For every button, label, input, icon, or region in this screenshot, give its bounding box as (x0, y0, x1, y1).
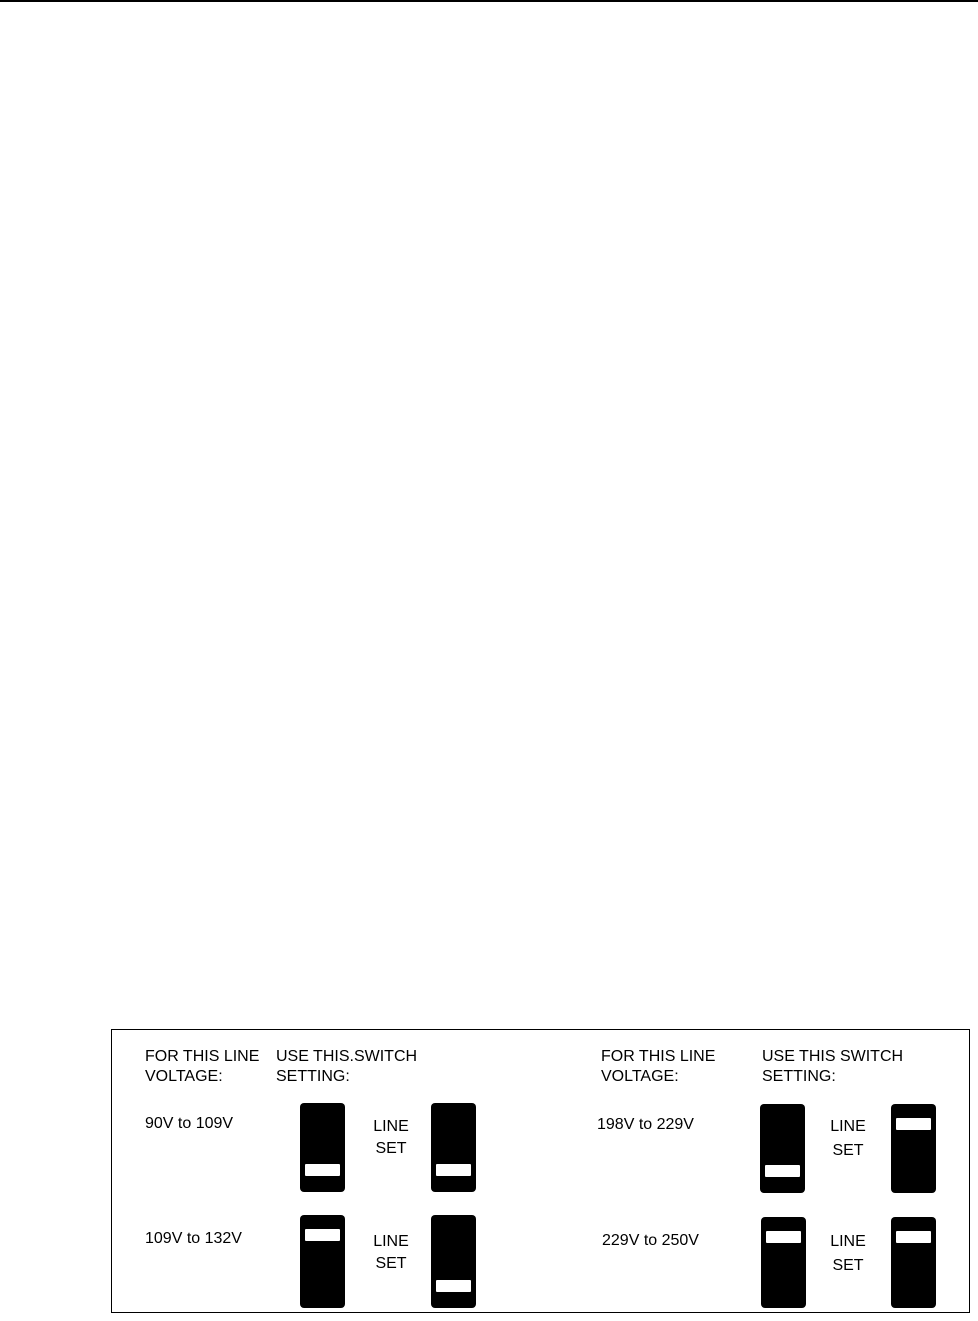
line-switch (761, 1217, 806, 1308)
right-header-setting-line2: SETTING: (762, 1068, 836, 1085)
set-label: SET (375, 1255, 407, 1272)
voltage-range-label: 109V to 132V (145, 1230, 242, 1247)
line-voltage-switch-table (111, 1029, 970, 1313)
set-switch (431, 1103, 476, 1192)
line-label: LINE (373, 1118, 409, 1135)
line-switch (300, 1103, 345, 1192)
line-switch (300, 1215, 345, 1308)
line-label: LINE (373, 1233, 409, 1250)
right-header-setting-line1: USE THIS SWITCH (762, 1048, 904, 1065)
left-header-setting-line2: SETTING: (276, 1068, 350, 1085)
set-label: SET (832, 1142, 864, 1159)
switch-slot (765, 1165, 800, 1177)
switch-slot (436, 1280, 471, 1292)
switch-slot (896, 1231, 931, 1243)
top-rule (0, 0, 978, 2)
switch-slot (305, 1229, 340, 1241)
voltage-range-label: 229V to 250V (602, 1232, 699, 1249)
switch-slot (896, 1118, 931, 1130)
left-header-setting-line1: USE THIS.SWITCH (276, 1048, 418, 1065)
set-switch (431, 1215, 476, 1308)
switch-slot (436, 1164, 471, 1176)
line-label: LINE (830, 1118, 866, 1135)
left-header-voltage-line1: FOR THIS LINE (145, 1048, 260, 1065)
switch-slot (766, 1231, 801, 1243)
line-label: LINE (830, 1233, 866, 1250)
set-switch (891, 1104, 936, 1193)
left-header-voltage-line2: VOLTAGE: (145, 1068, 223, 1085)
switch-slot (305, 1164, 340, 1176)
line-switch (760, 1104, 805, 1193)
voltage-range-label: 90V to 109V (145, 1115, 234, 1132)
set-switch (891, 1217, 936, 1308)
set-label: SET (375, 1140, 407, 1157)
voltage-range-label: 198V to 229V (597, 1116, 694, 1133)
set-label: SET (832, 1257, 864, 1274)
right-header-voltage-line1: FOR THIS LINE (601, 1048, 716, 1065)
right-header-voltage-line2: VOLTAGE: (601, 1068, 679, 1085)
